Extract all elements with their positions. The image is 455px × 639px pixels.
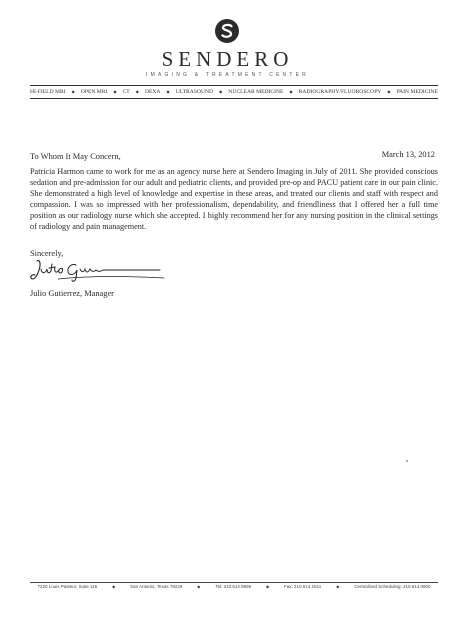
service-item: PAIN MEDICINE	[396, 89, 438, 95]
service-item: CT	[122, 89, 130, 95]
footer-item: Tel: 210.614.8899	[215, 584, 252, 589]
diamond-icon: ◆	[336, 584, 340, 589]
footer-item: San Antonio, Texas 78229	[130, 584, 183, 589]
brand-name: SENDERO	[161, 47, 294, 71]
diamond-icon: ◆	[71, 89, 75, 94]
diamond-icon: ◆	[266, 584, 270, 589]
diamond-icon: ◆	[219, 89, 223, 94]
signer-name: Julio Gutierrez, Manager	[30, 289, 114, 298]
service-item: HI-FIELD MRI	[30, 89, 66, 95]
letter-body: Patricia Harmon came to work for me as an agency nurse here at Sendero Imaging in July of 2011. She provided conscious sedation and pre-admission for our adult and pediatric clients, and provided pre-op and PACU patient care in our pain clinic. She demonstrated a high level of knowledge and expertise in these areas, and treated our clients and staff with respect and compassion. I was so impressed with her professionalism, dependability, and friendliness that I offered her a full time position as our radiology nurse which she accepted. I highly recommend her for any nursing position in the clinical settings of radiology and pain management.	[30, 167, 438, 231]
footer-item: Fax: 210.614.1611	[284, 584, 322, 589]
diamond-icon: ◆	[113, 89, 117, 94]
brand-tagline: IMAGING & TREATMENT CENTER	[146, 72, 309, 78]
scan-speck	[406, 460, 408, 462]
letterhead	[0, 0, 455, 100]
diamond-icon: ◆	[135, 89, 139, 94]
diamond-icon: ◆	[166, 89, 170, 94]
diamond-icon: ◆	[112, 584, 116, 589]
salutation: To Whom It May Concern,	[30, 152, 121, 161]
diamond-icon: ◆	[289, 89, 293, 94]
sendero-logo-icon	[214, 18, 240, 44]
service-item: DEXA	[144, 89, 161, 95]
service-item: NUCLEAR MEDICINE	[228, 89, 284, 95]
service-item: RADIOGRAPHY/FLUOROSCOPY	[298, 89, 382, 95]
handwritten-signature	[28, 255, 168, 291]
footer-item: 7220 Louis Pasteur, Suite 115	[37, 584, 98, 589]
closing: Sincerely,	[30, 249, 64, 258]
letter-date: March 13, 2012	[381, 150, 435, 159]
service-item: OPEN MRI	[80, 89, 108, 95]
service-item: ULTRASOUND	[175, 89, 214, 95]
services-bar	[30, 85, 438, 99]
diamond-icon: ◆	[387, 89, 391, 94]
footer-address	[30, 582, 438, 589]
footer-item: Centralized Scheduling: 210.614.0600	[354, 584, 431, 589]
diamond-icon: ◆	[197, 584, 201, 589]
